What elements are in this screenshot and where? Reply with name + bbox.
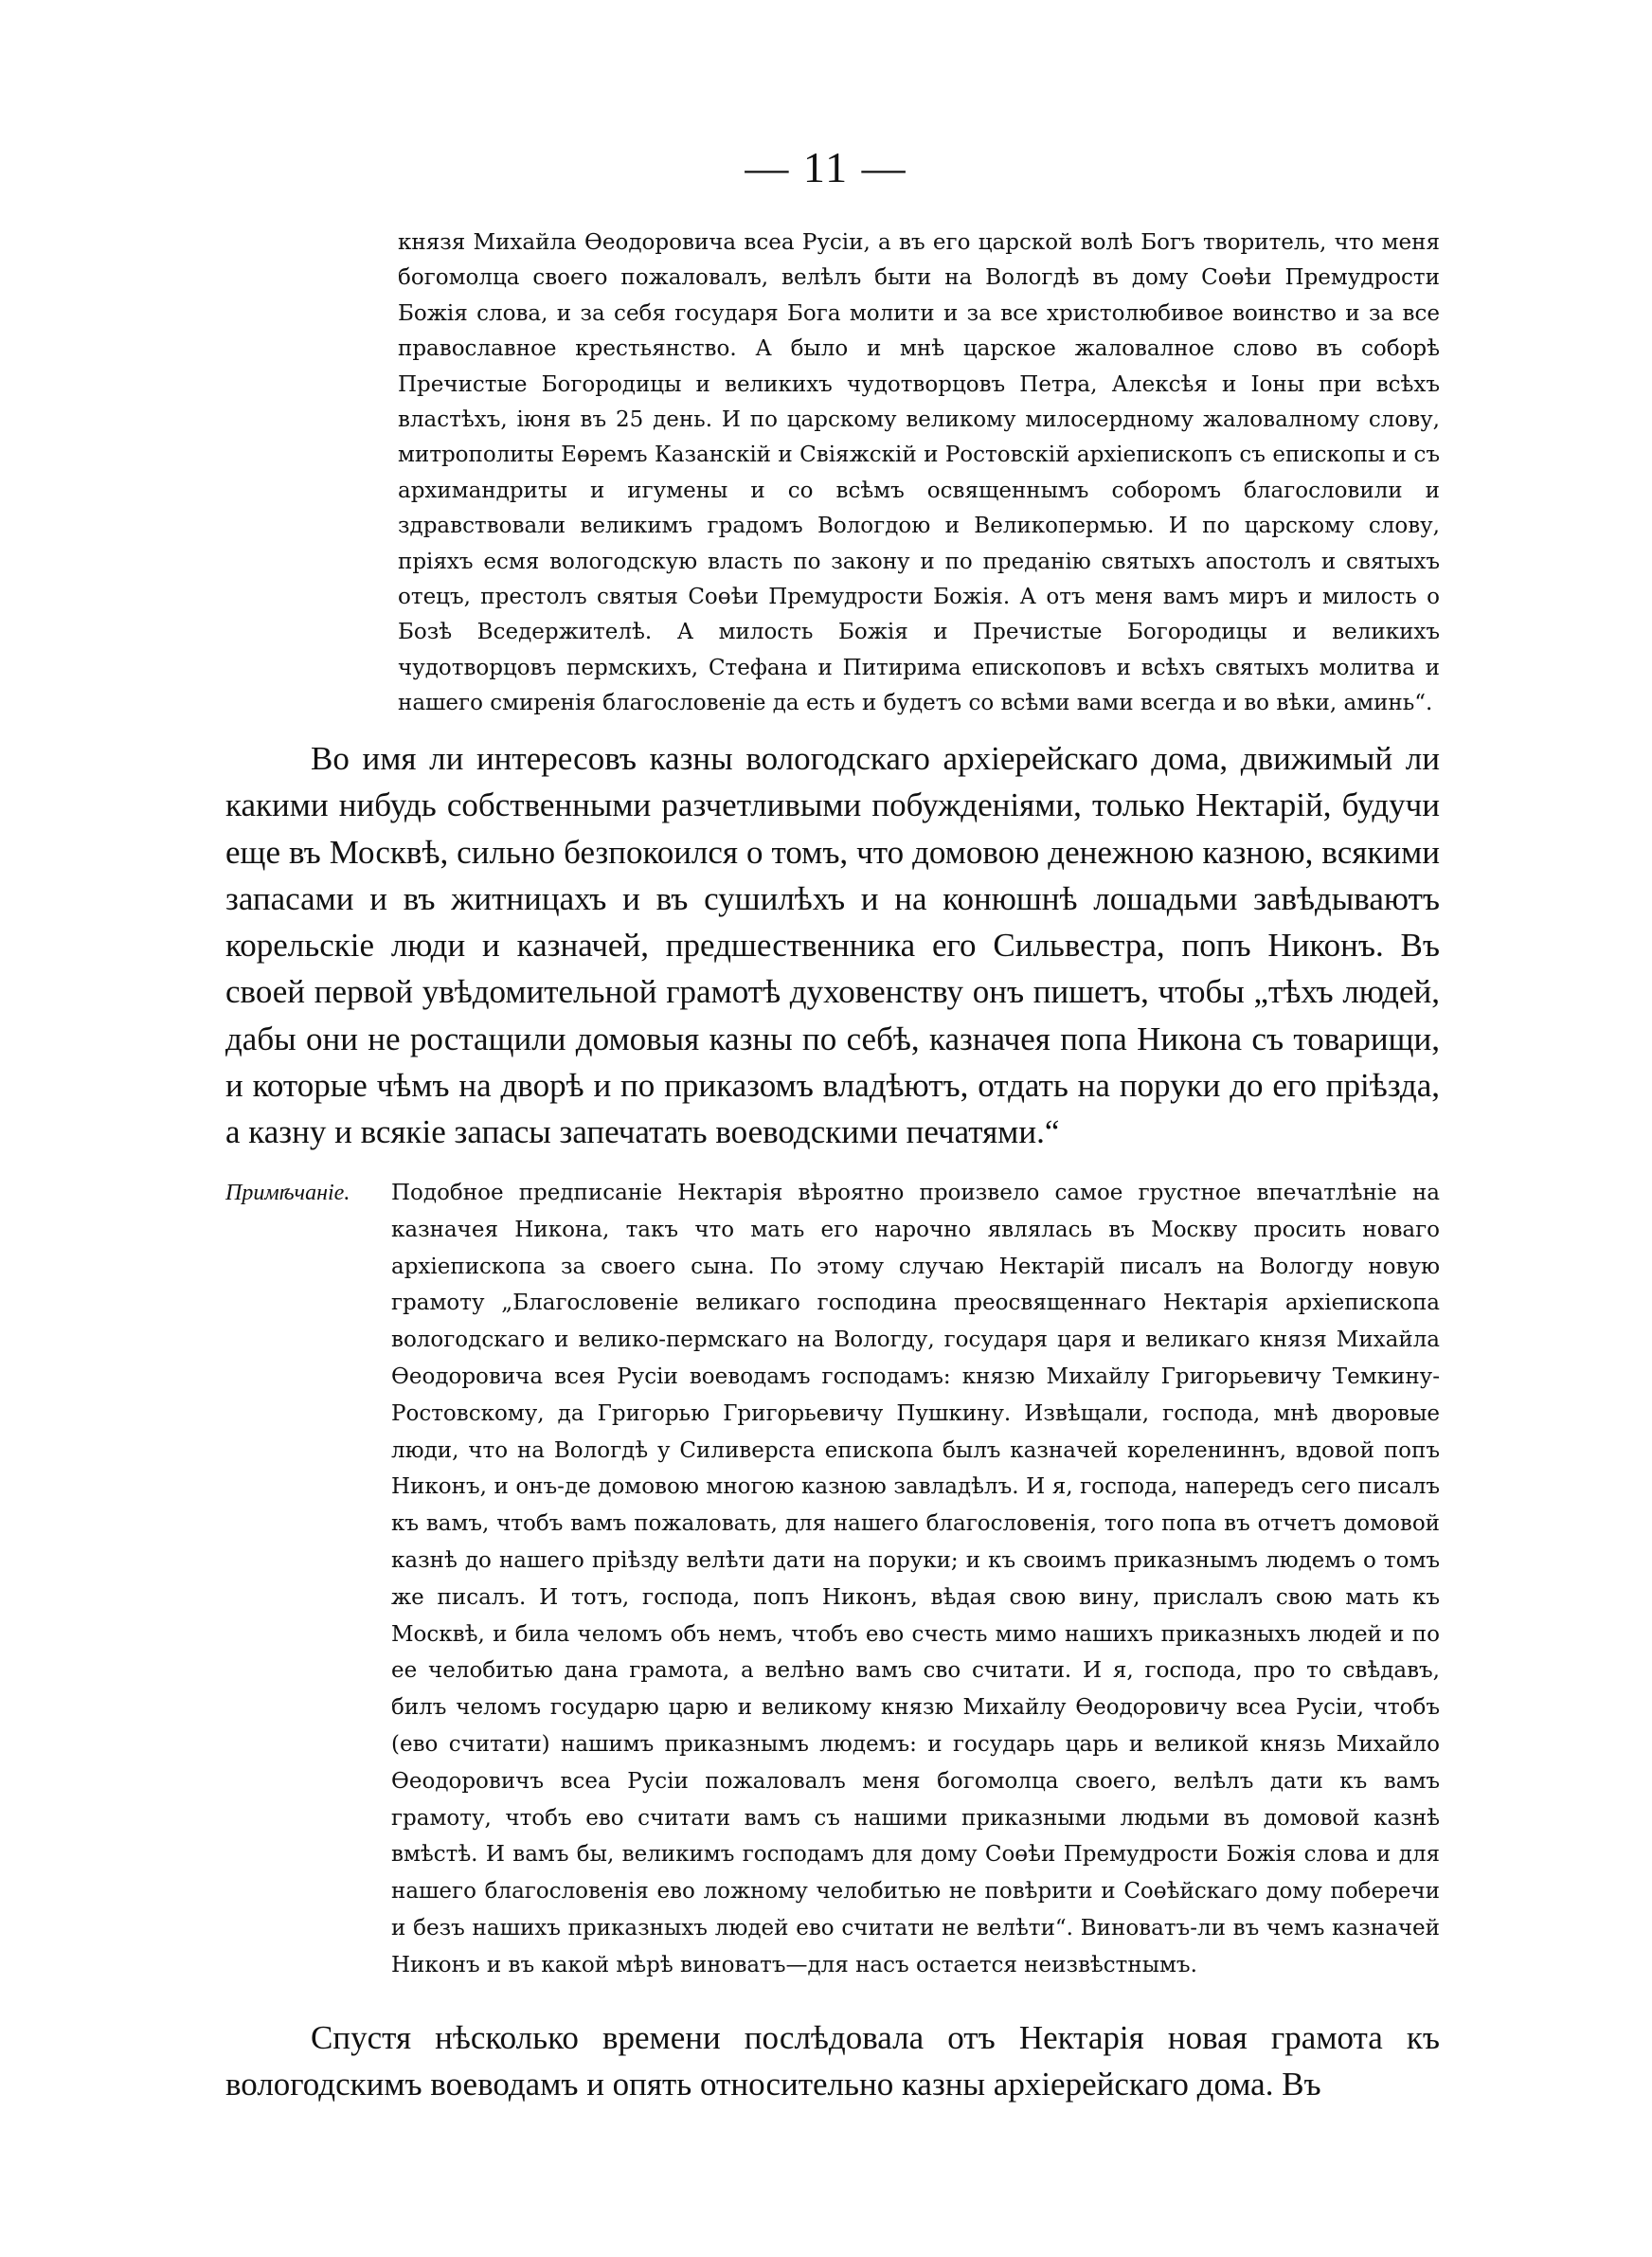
footnote-block xyxy=(225,1175,1440,1984)
body-paragraph-2: Спустя нѣсколько времени послѣдовала отъ Нектарія новая грамота къ вологодскимъ воеводамъ и опять относительно казны архіерейскаго дома. Въ xyxy=(225,2019,1440,2103)
note-text: Подобное предписаніе Нектарія вѣроятно произвело самое грустное впечатлѣніе на казначея Никона, такъ что мать его нарочно являлась въ Москву просить новаго архіепископа за своего сына. По этому случаю Нектарій писалъ на Вологду новую грамоту „Благословеніе великаго господина преосвященнаго Нектарія архіепископа вологодскаго и велико-пермскаго на Вологду, государя царя и великаго князя Михайла Өеодоровича всея Русіи воеводамъ господамъ: князю Михайлу Григорьевичу Темкину-Ростовскому, да Григорью Григорьевичу Пушкину. Извѣщали, господа, мнѣ дворовые люди, что на Вологдѣ у Силиверста епископа былъ казначей корелениннъ, вдовой попъ Никонъ, и онъ-де домовою многою казною завладѣлъ. И я, господа, напередъ сего писалъ къ вамъ, чтобъ вамъ пожаловать, для нашего благословенія, того попа въ отчетъ домовой казнѣ до нашего пріѣзду велѣти дати на поруки; и къ своимъ приказнымъ людемъ о томъ же писалъ. И тотъ, господа, попъ Никонъ, вѣдая свою вину, прислалъ свою мать къ Москвѣ, и била челомъ объ немъ, чтобъ ево счесть мимо нашихъ приказныхъ людей и по ее челобитью дана грамота, а велѣно вамъ сво считати. И я, господа, про то свѣдавъ, билъ челомъ государю царю и великому князю Михайлу Өеодоровичу всеа Русіи, чтобъ (ево считати) нашимъ приказнымъ людемъ: и государь царь и великой князь Михайло Өеодоровичъ всеа Русіи пожаловалъ меня богомолца своего, велѣлъ дати къ вамъ грамоту, чтобъ ево считати вамъ съ нашими приказными людьми въ домовой казнѣ вмѣстѣ. И вамъ бы, великимъ господамъ для дому Соөѣи Премудрости Божія слова и для нашего благословенія ево ложному челобитью не повѣрити и Соөѣйскаго дому поберечи и безъ нашихъ приказныхъ людей ево считати не велѣти“. Виноватъ-ли въ чемъ казначей Никонъ и въ какой мѣрѣ виноватъ—для насъ остается неизвѣстнымъ. xyxy=(391,1181,1440,1977)
quoted-letter-text: князя Михайла Өеодоровича всеа Русіи, а въ его царской волѣ Богъ творитель, что меня богомолца своего пожаловалъ, велѣлъ быти на Вологдѣ въ дому Соөѣи Премудрости Божія слова, и за себя государя Бога молити и за все христолюбивое воинство и за все православное крестьянство. А было и мнѣ царское жаловалное слово въ соборѣ Пречистые Богородицы и великихъ чудотворцовъ Петра, Алексѣя и Іоны при всѣхъ властѣхъ, іюня въ 25 день. И по царскому великому милосердному жаловалному слову, митрополиты Еөремъ Казанскій и Свіяжскій и Ростовскій архіепископъ съ епископы и съ архимандриты и игумены и со всѣмъ освященнымъ соборомъ благословили и здравствовали великимъ градомъ Вологдою и Великопермью. И по царскому слову, пріяхъ есмя вологодскую власть по закону и по преданію святыхъ апостолъ и святыхъ отецъ, престолъ святыя Соөѣи Премудрости Божія. А отъ меня вамъ миръ и милость о Бозѣ Вседержителѣ. А милость Божія и Пречистые Богородицы и великихъ чудотворцовъ пермскихъ, Стефана и Питирима епископовъ и всѣхъ святыхъ молитва и нашего смиренія благословеніе да есть и будетъ со всѣми вами всегда и во вѣки, аминь“. xyxy=(398,230,1440,716)
note-label: Примѣчаніе. xyxy=(225,1181,350,1205)
page-number: — 11 — xyxy=(745,143,907,191)
body-paragraph-1: Во имя ли интересовъ казны вологодскаго архіерейскаго дома, движимый ли какими нибудь собственными разчетливыми побужденіями, только Нектарій, будучи еще въ Москвѣ, сильно безпокоился о томъ, что домовою денежною казною, всякими запасами и въ житницахъ и въ сушилѣхъ и на конюшнѣ лошадьми завѣдываютъ корельскіе люди и казначей, предшественника его Сильвестра, попъ Никонъ. Въ своей первой увѣдомительной грамотѣ духовенству онъ пишетъ, чтобы „тѣхъ людей, дабы они не ростащили домовыя казны по себѣ, казначея попа Никона съ товарищи, и которые чѣмъ на дворѣ и по приказомъ владѣютъ, отдать на поруки до его пріѣзда, а казну и всякіе запасы запечатать воеводскими печатями.“ xyxy=(225,740,1440,1151)
